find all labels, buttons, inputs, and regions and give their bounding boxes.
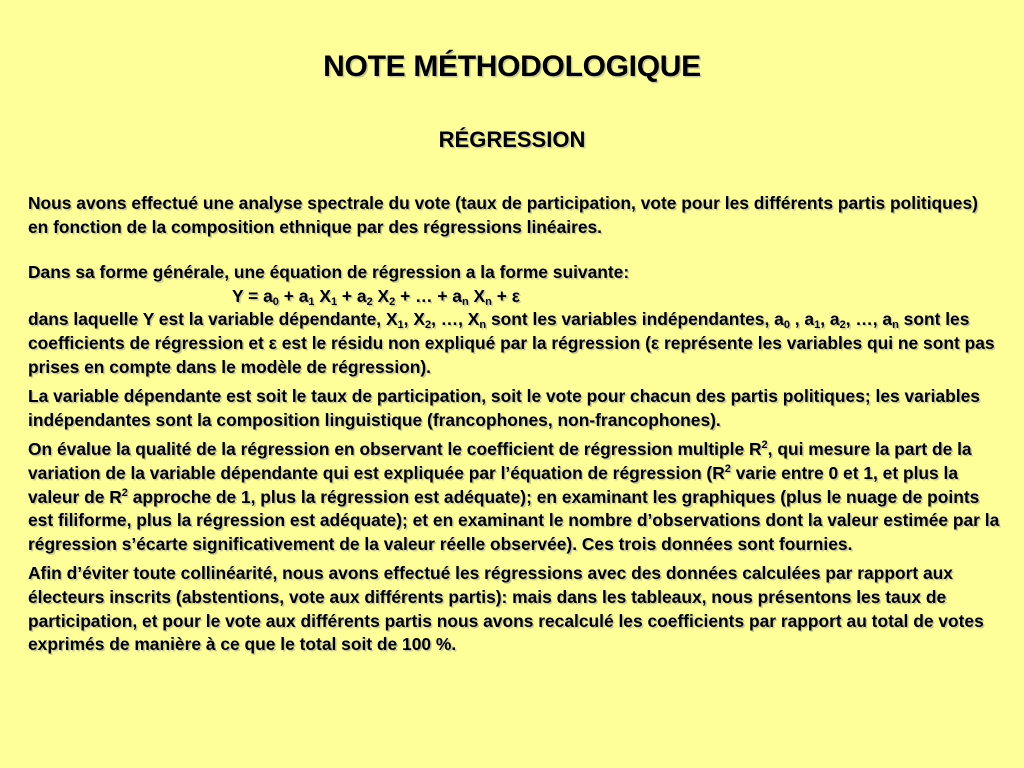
paragraph-general-form: Dans sa forme générale, une équation de régression a la forme suivante:	[28, 262, 630, 283]
section-subtitle: RÉGRESSION	[438, 127, 586, 152]
paragraph-equation-explanation: dans laquelle Y est la variable dépendante, $X_1$, $X_2$, …, $X_n$ sont les variables indépendantes, $a_0$ , $a_1$, $a_2$, …, $a_n$ sont les coefficients de régression et ε est le résidu non expliqué par la régression (ε représente les variables qui ne sont pas prises en compte dans le modèle de régression).	[28, 309, 995, 377]
paragraph-collinearity: Afin d’éviter toute collinéarité, nous avons effectué les régressions avec des données calculées par rapport aux électeurs inscrits (abstentions, vote aux différents partis): mais dans les tableaux, nous présentons les taux de participation, et pour le vote aux différents partis nous avons recalculé les coefficients par rapport au total de votes exprimés de manière à ce que le total soit de 100 %.	[28, 563, 984, 655]
body-text	[28, 192, 1000, 657]
paragraph-quality-evaluation: On évalue la qualité de la régression en observant le coefficient de régression multiple $R^2$, qui mesure la part de la variation de la variable dépendante qui est expliquée par l’équation de régression ($R^2$ varie entre 0 et 1, et plus la valeur de $R^2$ approche de 1, plus la régression est adéquate); en examinant les graphiques (plus le nuage de points est filiforme, plus la régression est adéquate); et en examinant le nombre d’observations dont la valeur estimée par la régression s’écarte significativement de la valeur réelle observée). Ces trois données sont fournies.	[28, 439, 1000, 554]
page-title: NOTE MÉTHODOLOGIQUE	[323, 50, 701, 83]
paragraph-dependent-variable: La variable dépendante est soit le taux de participation, soit le vote pour chacun des partis politiques; les variables indépendantes sont la composition linguistique (francophones, non-francophones).	[28, 386, 980, 430]
paragraph-intro: Nous avons effectué une analyse spectrale du vote (taux de participation, vote pour les différents partis politiques) en fonction de la composition ethnique par des régressions linéaires.	[28, 193, 978, 237]
regression-equation: $Y = a_0 + a_1$ $X_1 + a_2$ $X_2$ + … + $a_n$ $X_n + \varepsilon$	[232, 285, 520, 308]
